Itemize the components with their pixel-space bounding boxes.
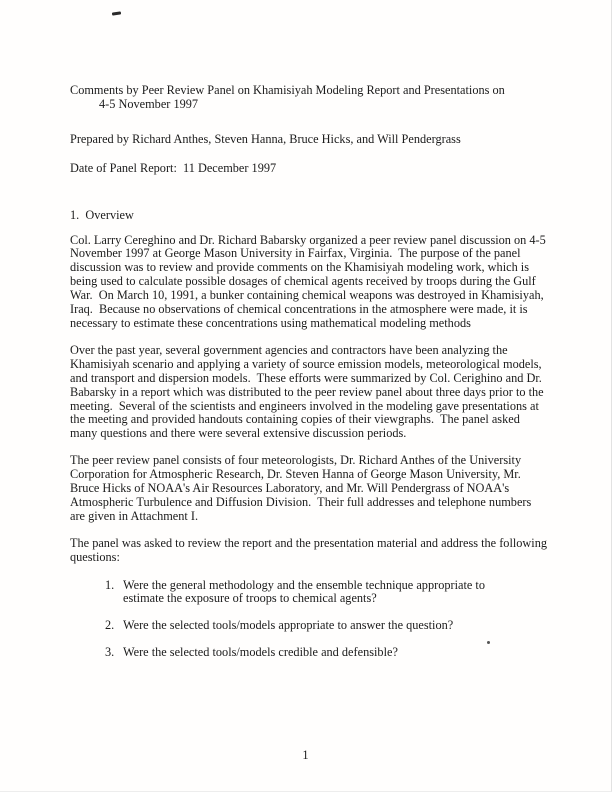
paragraph-overview-1: Col. Larry Cereghino and Dr. Richard Babarsky organized a peer review panel discussion on 4-5 November 1997 at George Mason University in Fairfax, Virginia. The purpose of the panel discussion was to review and provide comments on the Khamisiyah modeling work, which is being used to calculate possible dosages of chemical agents received by troops during the Gulf War. On March 10, 1991, a bunker containing chemical weapons was destroyed in Khamisiyah, Iraq. Because no observations of chemical concentrations in the atmosphere were made, it is necessary to estimate these concentrations using mathematical modeling methods bbox=[70, 232, 549, 330]
section-heading-overview: 1. Overview bbox=[70, 207, 134, 222]
paragraph-overview-2: Over the past year, several government agencies and contractors have been analyzing the Khamisiyah scenario and applying a variety of source emission models, meteorological models, and transport and dispersion models. These efforts were summarized by Col. Cerighino and Dr. Babarsky in a report which was distributed to the peer review panel about three days prior to the meeting. Several of the scientists and engineers involved in the modeling gave presentations at the meeting and provided handouts containing copies of their viewgraphs. The panel asked many questions and there were several extensive discussion periods. bbox=[70, 342, 547, 441]
questions-list bbox=[105, 579, 549, 661]
question-number: 3. bbox=[105, 645, 115, 660]
document-title bbox=[70, 84, 549, 112]
page-number: 1 bbox=[302, 748, 309, 762]
report-date-line: Date of Panel Report: 11 December 1997 bbox=[70, 160, 277, 175]
question-item-2 bbox=[105, 619, 549, 633]
paragraph-overview-3: The peer review panel consists of four meteorologists, Dr. Richard Anthes of the University Corporation for Atmospheric Research, Dr. Steven Hanna of George Mason University, Mr. Bruce Hicks of NOAA's Air Resources Laboratory, and Mr. Will Pendergrass of NOAA's Atmospheric Turbulence and Diffusion Division. Their full addresses and telephone numbers are given in Attachment I. bbox=[70, 453, 535, 523]
question-text: Were the selected tools/models credible and defensible? bbox=[123, 645, 398, 660]
question-item-3 bbox=[105, 646, 549, 660]
question-number: 1. bbox=[105, 577, 115, 592]
question-number: 2. bbox=[105, 618, 115, 633]
scan-artifact-speck bbox=[487, 641, 490, 644]
paragraph-overview-4: The panel was asked to review the report and the presentation material and address the following questions: bbox=[70, 535, 551, 564]
document-title-line2: 4-5 November 1997 bbox=[99, 96, 199, 111]
document-title-line1: Comments by Peer Review Panel on Khamisiyah Modeling Report and Presentations on bbox=[70, 83, 505, 97]
prepared-by-line: Prepared by Richard Anthes, Steven Hanna, Bruce Hicks, and Will Pendergrass bbox=[70, 131, 461, 146]
question-text: Were the selected tools/models appropriate to answer the question? bbox=[123, 618, 454, 633]
question-item-1 bbox=[105, 579, 549, 607]
question-text: Were the general methodology and the ensemble technique appropriate to estimate the exposure of troops to chemical agents? bbox=[123, 577, 489, 606]
scan-artifact-mark bbox=[112, 11, 121, 15]
